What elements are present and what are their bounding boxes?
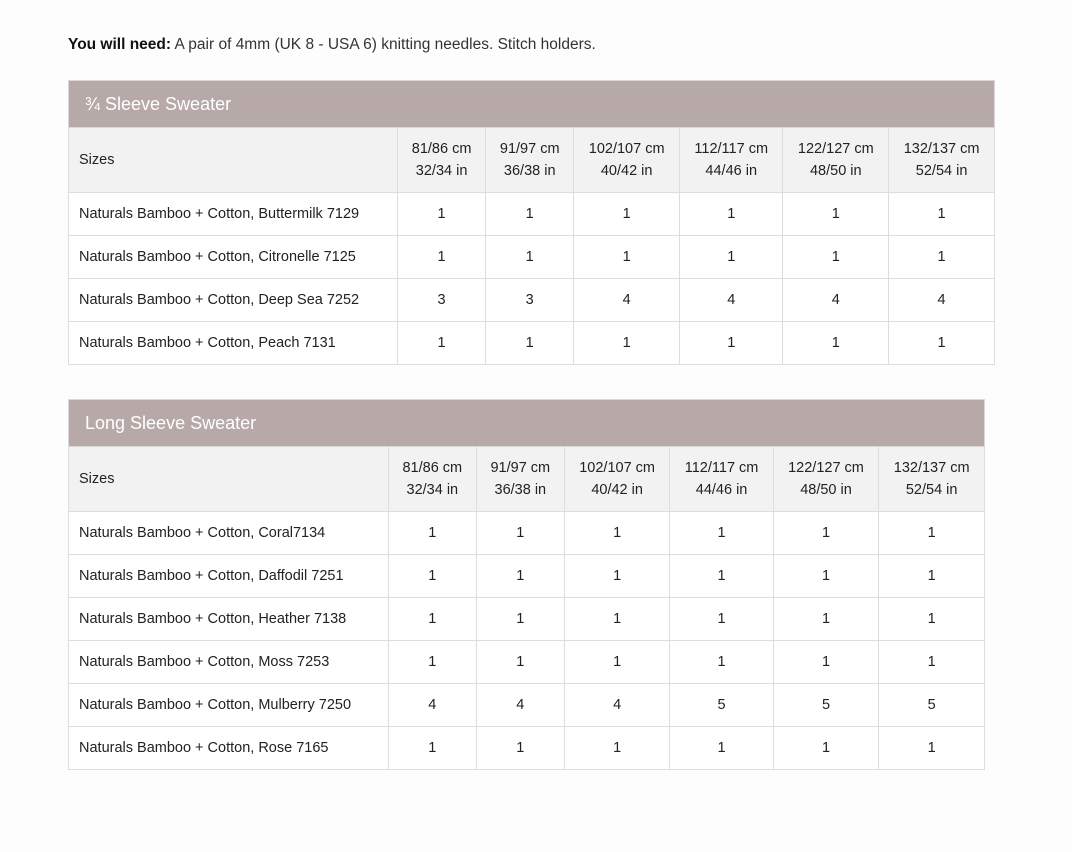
- ball-count: 1: [670, 512, 773, 555]
- ball-count: 1: [564, 727, 670, 770]
- ball-count: 1: [388, 641, 476, 684]
- size-header: [773, 447, 879, 512]
- ball-count: 1: [388, 598, 476, 641]
- ball-count: 1: [486, 236, 574, 279]
- yarn-name: Naturals Bamboo + Cotton, Coral7134: [69, 512, 389, 555]
- size-header: [680, 128, 783, 193]
- ball-count: 1: [670, 727, 773, 770]
- size-cm: 102/107 cm: [579, 460, 656, 476]
- ball-count: 1: [773, 512, 879, 555]
- yarn-name: Naturals Bamboo + Cotton, Buttermilk 7129: [69, 193, 398, 236]
- ball-count: 1: [889, 236, 995, 279]
- table-row: [69, 279, 995, 322]
- size-in: 40/42 in: [600, 163, 653, 179]
- table-title-row: [69, 81, 995, 128]
- ball-count: 1: [670, 555, 773, 598]
- table-row: [69, 555, 985, 598]
- table-row: [69, 512, 985, 555]
- long-sleeve-yarn-table: [68, 399, 985, 770]
- ball-count: 1: [879, 598, 985, 641]
- sizes-label: Sizes: [69, 447, 389, 512]
- requirements-text: [68, 36, 596, 54]
- size-cm: 91/97 cm: [499, 141, 560, 157]
- ball-count: 1: [564, 641, 670, 684]
- ball-count: 1: [680, 322, 783, 365]
- ball-count: 4: [783, 279, 889, 322]
- size-header: [574, 128, 680, 193]
- size-in: 44/46 in: [705, 163, 758, 179]
- requirements-body: A pair of 4mm (UK 8 - USA 6) knitting needles. Stitch holders.: [171, 36, 596, 53]
- size-cm: 112/117 cm: [684, 460, 759, 476]
- ball-count: 1: [564, 512, 670, 555]
- table-title: Long Sleeve Sweater: [69, 400, 985, 447]
- yarn-name: Naturals Bamboo + Cotton, Peach 7131: [69, 322, 398, 365]
- ball-count: 1: [564, 555, 670, 598]
- size-in: 52/54 in: [905, 482, 958, 498]
- ball-count: 1: [773, 727, 879, 770]
- yarn-name: Naturals Bamboo + Cotton, Daffodil 7251: [69, 555, 389, 598]
- yarn-name: Naturals Bamboo + Cotton, Heather 7138: [69, 598, 389, 641]
- ball-count: 4: [476, 684, 564, 727]
- size-header: [783, 128, 889, 193]
- size-cm: 112/117 cm: [694, 141, 769, 157]
- ball-count: 1: [879, 641, 985, 684]
- ball-count: 1: [670, 598, 773, 641]
- size-cm: 81/86 cm: [411, 141, 472, 157]
- ball-count: 1: [680, 236, 783, 279]
- size-in: 48/50 in: [800, 482, 852, 498]
- size-in: 48/50 in: [809, 163, 862, 179]
- size-header: [398, 128, 486, 193]
- yarn-name: Naturals Bamboo + Cotton, Rose 7165: [69, 727, 389, 770]
- ball-count: 1: [879, 512, 985, 555]
- table-row: [69, 236, 995, 279]
- yarn-name: Naturals Bamboo + Cotton, Citronelle 7125: [69, 236, 398, 279]
- ball-count: 1: [773, 555, 879, 598]
- size-cm: 122/127 cm: [788, 460, 864, 476]
- sizes-label: Sizes: [69, 128, 398, 193]
- ball-count: 1: [889, 193, 995, 236]
- table-title: ¾ Sleeve Sweater: [69, 81, 995, 128]
- three-quarter-sleeve-yarn-table: [68, 80, 995, 365]
- ball-count: 1: [476, 727, 564, 770]
- ball-count: 5: [670, 684, 773, 727]
- size-cm: 102/107 cm: [588, 141, 665, 157]
- ball-count: 1: [783, 193, 889, 236]
- ball-count: 4: [388, 684, 476, 727]
- ball-count: 4: [574, 279, 680, 322]
- table-row: [69, 641, 985, 684]
- size-cm: 81/86 cm: [402, 460, 463, 476]
- ball-count: 1: [680, 193, 783, 236]
- size-in: 32/34 in: [415, 163, 468, 179]
- size-in: 36/38 in: [494, 482, 547, 498]
- ball-count: 1: [773, 641, 879, 684]
- table-row: [69, 727, 985, 770]
- size-header: [388, 447, 476, 512]
- table-row: [69, 684, 985, 727]
- size-cm: 91/97 cm: [490, 460, 551, 476]
- ball-count: 1: [574, 193, 680, 236]
- ball-count: 4: [564, 684, 670, 727]
- size-in: 44/46 in: [695, 482, 748, 498]
- ball-count: 3: [486, 279, 574, 322]
- table-row: [69, 598, 985, 641]
- size-header: [486, 128, 574, 193]
- ball-count: 1: [476, 512, 564, 555]
- ball-count: 1: [476, 555, 564, 598]
- ball-count: 1: [398, 322, 486, 365]
- size-header: [889, 128, 995, 193]
- size-in: 40/42 in: [591, 482, 643, 498]
- ball-count: 1: [564, 598, 670, 641]
- ball-count: 4: [680, 279, 783, 322]
- ball-count: 5: [773, 684, 879, 727]
- ball-count: 1: [773, 598, 879, 641]
- size-cm: 132/137 cm: [903, 141, 980, 157]
- ball-count: 1: [388, 555, 476, 598]
- ball-count: 4: [889, 279, 995, 322]
- size-cm: 132/137 cm: [893, 460, 970, 476]
- table-row: [69, 193, 995, 236]
- ball-count: 1: [889, 322, 995, 365]
- ball-count: 1: [670, 641, 773, 684]
- ball-count: 1: [388, 727, 476, 770]
- ball-count: 1: [783, 322, 889, 365]
- ball-count: 3: [398, 279, 486, 322]
- yarn-name: Naturals Bamboo + Cotton, Deep Sea 7252: [69, 279, 398, 322]
- ball-count: 5: [879, 684, 985, 727]
- ball-count: 1: [388, 512, 476, 555]
- size-in: 36/38 in: [503, 163, 556, 179]
- ball-count: 1: [486, 193, 574, 236]
- ball-count: 1: [398, 236, 486, 279]
- requirements-label: You will need:: [68, 36, 172, 53]
- size-header: [564, 447, 670, 512]
- size-in: 32/34 in: [406, 482, 459, 498]
- size-header: [476, 447, 564, 512]
- size-in: 52/54 in: [915, 163, 968, 179]
- ball-count: 1: [398, 193, 486, 236]
- size-header: [670, 447, 773, 512]
- size-header: [879, 447, 985, 512]
- ball-count: 1: [783, 236, 889, 279]
- ball-count: 1: [476, 641, 564, 684]
- ball-count: 1: [879, 555, 985, 598]
- sizes-header-row: [69, 447, 985, 512]
- ball-count: 1: [476, 598, 564, 641]
- ball-count: 1: [879, 727, 985, 770]
- ball-count: 1: [486, 322, 574, 365]
- table-row: [69, 322, 995, 365]
- table-title-row: [69, 400, 985, 447]
- sizes-header-row: [69, 128, 995, 193]
- ball-count: 1: [574, 236, 680, 279]
- ball-count: 1: [574, 322, 680, 365]
- size-cm: 122/127 cm: [797, 141, 874, 157]
- yarn-name: Naturals Bamboo + Cotton, Moss 7253: [69, 641, 389, 684]
- yarn-name: Naturals Bamboo + Cotton, Mulberry 7250: [69, 684, 389, 727]
